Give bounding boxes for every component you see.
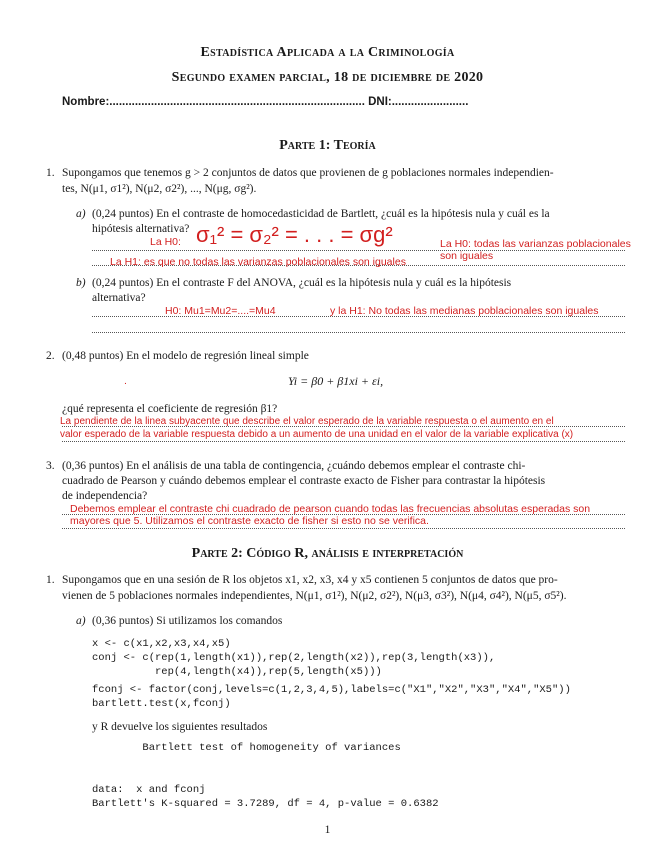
r-code-line: x <- c(x1,x2,x3,x4,x5)	[92, 638, 231, 650]
q2-handwritten-line2: valor esperado de la variable respuesta debido a un aumento de una unidad en el valor de la variable explicativa (x)	[60, 429, 574, 440]
q1b-label: b)	[76, 277, 86, 289]
r-output-line: Bartlett test of homogeneity of variances	[92, 742, 401, 754]
q3-text-line1: (0,36 puntos) En el análisis de una tabla de contingencia, ¿cuándo debemos emplear el contraste chi-	[62, 460, 526, 472]
q1a-handwritten-sigma-equation: σ₁² = σ₂² = . . . = σg²	[196, 222, 393, 247]
q1-text-line1: Supongamos que tenemos g > 2 conjuntos de datos que provienen de g poblaciones normales independien-	[62, 167, 554, 179]
q2-question: ¿qué representa el coeficiente de regresión β1?	[62, 403, 278, 415]
q1b-handwritten-h1: y la H1: No todas las medianas poblacionales son iguales	[330, 305, 599, 317]
q3-handwritten-line2: mayores que 5. Utilizamos el contraste exacto de fisher si esto no se verifica.	[70, 515, 429, 527]
answer-line	[62, 441, 625, 442]
p2q1a-label: a)	[76, 615, 86, 627]
name-dni-line: Nombre:................................................................................ DNI:........................	[62, 96, 469, 108]
q3-handwritten-line1: Debemos emplear el contraste chi cuadrado de pearson cuando todas las frecuencias absolutas esperadas son	[70, 503, 591, 515]
r-code-line: fconj <- factor(conj,levels=c(1,2,3,4,5),labels=c("X1","X2","X3","X4","X5"))	[92, 684, 571, 696]
q2-number: 2.	[46, 350, 55, 362]
q1-text-line2: tes, N(μ1, σ1²), N(μ2, σ2²), ..., N(μg, σg²).	[62, 183, 257, 195]
answer-line	[62, 528, 625, 529]
q1a-text-line2: hipótesis alternativa?	[92, 223, 190, 235]
q1a-handwritten-h1: La H1: es que no todas las varianzas poblacionales son iguales	[110, 256, 406, 268]
q1b-text-line2: alternativa?	[92, 292, 146, 304]
r-code-line: conj <- c(rep(1,length(x1)),rep(2,length(x2)),rep(3,length(x3)),	[92, 652, 496, 664]
q3-text-line2: cuadrado de Pearson y cuándo debemos emplear el contraste exacto de Fisher para contrastar la hipótesis	[62, 475, 546, 487]
r-returns-text: y R devuelve los siguientes resultados	[92, 721, 268, 733]
q2-handwritten-line1: La pendiente de la linea subyacente que describe el valor esperado de la variable respuesta o el aumento en el	[60, 416, 554, 427]
q1b-handwritten-h0: H0: Mu1=Mu2=....=Mu4	[165, 305, 276, 317]
q2-handwritten-dot: .	[124, 375, 127, 387]
answer-line	[92, 332, 625, 333]
part2-heading: Parte 2: Código R, análisis e interpretación	[191, 546, 464, 561]
q1b-text-line1: (0,24 puntos) En el contraste F del ANOVA, ¿cuál es la hipótesis nula y cuál es la hipótesis	[92, 277, 512, 289]
r-code-line: rep(4,length(x4)),rep(5,length(x5)))	[92, 666, 382, 678]
regression-equation: Yi = β0 + β1xi + εi,	[288, 374, 384, 388]
page-number: 1	[324, 824, 331, 836]
answer-line	[92, 250, 625, 251]
p2q1a-text: (0,36 puntos) Si utilizamos los comandos	[92, 615, 283, 627]
q3-number: 3.	[46, 460, 55, 472]
exam-title: Estadística Aplicada a la Criminología	[200, 45, 455, 60]
q1a-handwritten-h0-right: La H0: todas las varianzas poblacionales	[440, 238, 631, 250]
p2q1-text-line1: Supongamos que en una sesión de R los objetos x1, x2, x3, x4 y x5 contienen 5 conjuntos de datos que pro-	[62, 574, 558, 586]
q1a-label: a)	[76, 208, 86, 220]
p2q1-text-line2: vienen de 5 poblaciones normales independientes, N(μ1, σ1²), N(μ2, σ2²), N(μ3, σ3²), N(μ4, σ4²), N(μ5, σ5²).	[62, 590, 567, 602]
q2-text: (0,48 puntos) En el modelo de regresión lineal simple	[62, 350, 309, 362]
q1a-text-line1: (0,24 puntos) En el contraste de homocedasticidad de Bartlett, ¿cuál es la hipótesis nula y cuál es la	[92, 208, 550, 220]
exam-subtitle: Segundo examen parcial, 18 de diciembre de 2020	[171, 70, 484, 85]
q1-number: 1.	[46, 167, 55, 179]
q3-text-line3: de independencia?	[62, 490, 148, 502]
r-output-line: data: x and fconj	[92, 784, 206, 796]
part1-heading: Parte 1: Teoría	[279, 138, 376, 153]
q1a-handwritten-h0-right2: son iguales	[440, 250, 494, 262]
r-code-line: bartlett.test(x,fconj)	[92, 698, 231, 710]
p2q1-number: 1.	[46, 574, 55, 586]
r-output-line: Bartlett's K-squared = 3.7289, df = 4, p-value = 0.6382	[92, 798, 439, 810]
q1a-handwritten-h0-label: La H0:	[150, 236, 181, 248]
